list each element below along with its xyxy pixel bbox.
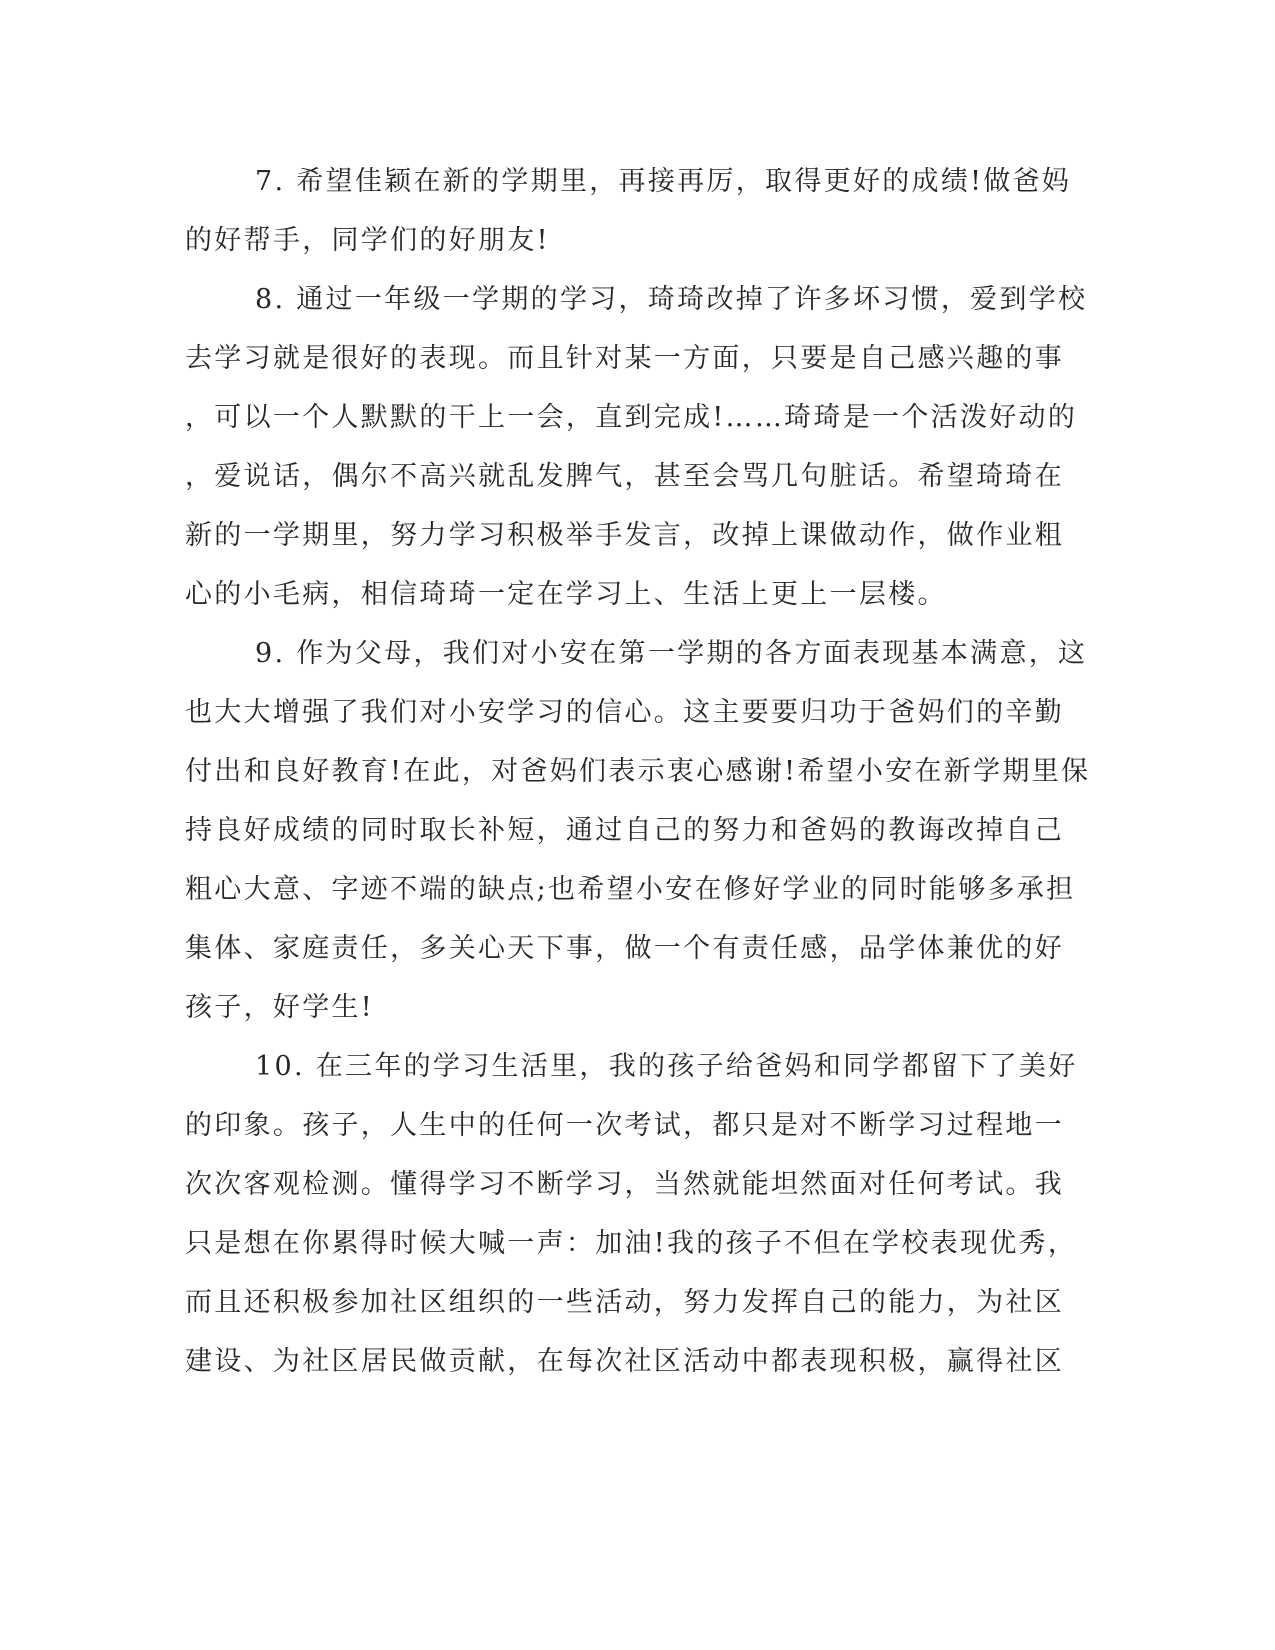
item-8-line-6: 心的小毛病，相信琦琦一定在学习上、生活上更上一层楼。 <box>185 579 947 610</box>
item-8-line-2: 去学习就是很好的表现。而且针对某一方面，只要是自己感兴趣的事 <box>185 343 1064 374</box>
item-9-line-1: 9. 作为父母，我们对小安在第一学期的各方面表现基本满意，这 <box>255 638 1088 669</box>
item-8-line-5: 新的一学期里，努力学习积极举手发言，改掉上课做动作，做作业粗 <box>185 520 1064 551</box>
item-7-line-2: 的好帮手，同学们的好朋友! <box>185 225 550 256</box>
item-10-line-1: 10. 在三年的学习生活里，我的孩子给爸妈和同学都留下了美好 <box>255 1051 1078 1082</box>
item-8-line-1: 8. 通过一年级一学期的学习，琦琦改掉了许多坏习惯，爱到学校 <box>255 284 1088 315</box>
item-10-line-4: 只是想在你累得时候大喊一声：加油!我的孩子不但在学校表现优秀， <box>185 1228 1078 1259</box>
item-9-line-6: 集体、家庭责任，多关心天下事，做一个有责任感，品学体兼优的好 <box>185 933 1064 964</box>
item-10-line-6: 建设、为社区居民做贡献，在每次社区活动中都表现积极，赢得社区 <box>185 1346 1064 1377</box>
item-9-line-7: 孩子，好学生! <box>185 992 374 1023</box>
item-9-line-4: 持良好成绩的同时取长补短，通过自己的努力和爸妈的教诲改掉自己 <box>185 815 1064 846</box>
item-9-line-3: 付出和良好教育!在此，对爸妈们表示衷心感谢!希望小安在新学期里保 <box>185 756 1091 787</box>
item-10-line-2: 的印象。孩子，人生中的任何一次考试，都只是对不断学习过程地一 <box>185 1110 1064 1141</box>
item-8-line-4: ，爱说话，偶尔不高兴就乱发脾气，甚至会骂几句脏话。希望琦琦在 <box>185 461 1064 492</box>
item-10-line-3: 次次客观检测。懂得学习不断学习，当然就能坦然面对任何考试。我 <box>185 1169 1064 1200</box>
item-8-line-3: ，可以一个人默默的干上一会，直到完成!……琦琦是一个活泼好动的 <box>185 402 1078 433</box>
item-7-line-1: 7. 希望佳颖在新的学期里，再接再厉，取得更好的成绩!做爸妈 <box>255 166 1072 197</box>
item-9-line-5: 粗心大意、字迹不端的缺点;也希望小安在修好学业的同时能够多承担 <box>185 874 1076 905</box>
item-9-line-2: 也大大增强了我们对小安学习的信心。这主要要归功于爸妈们的辛勤 <box>185 697 1064 728</box>
item-10-line-5: 而且还积极参加社区组织的一些活动，努力发挥自己的能力，为社区 <box>185 1287 1064 1318</box>
